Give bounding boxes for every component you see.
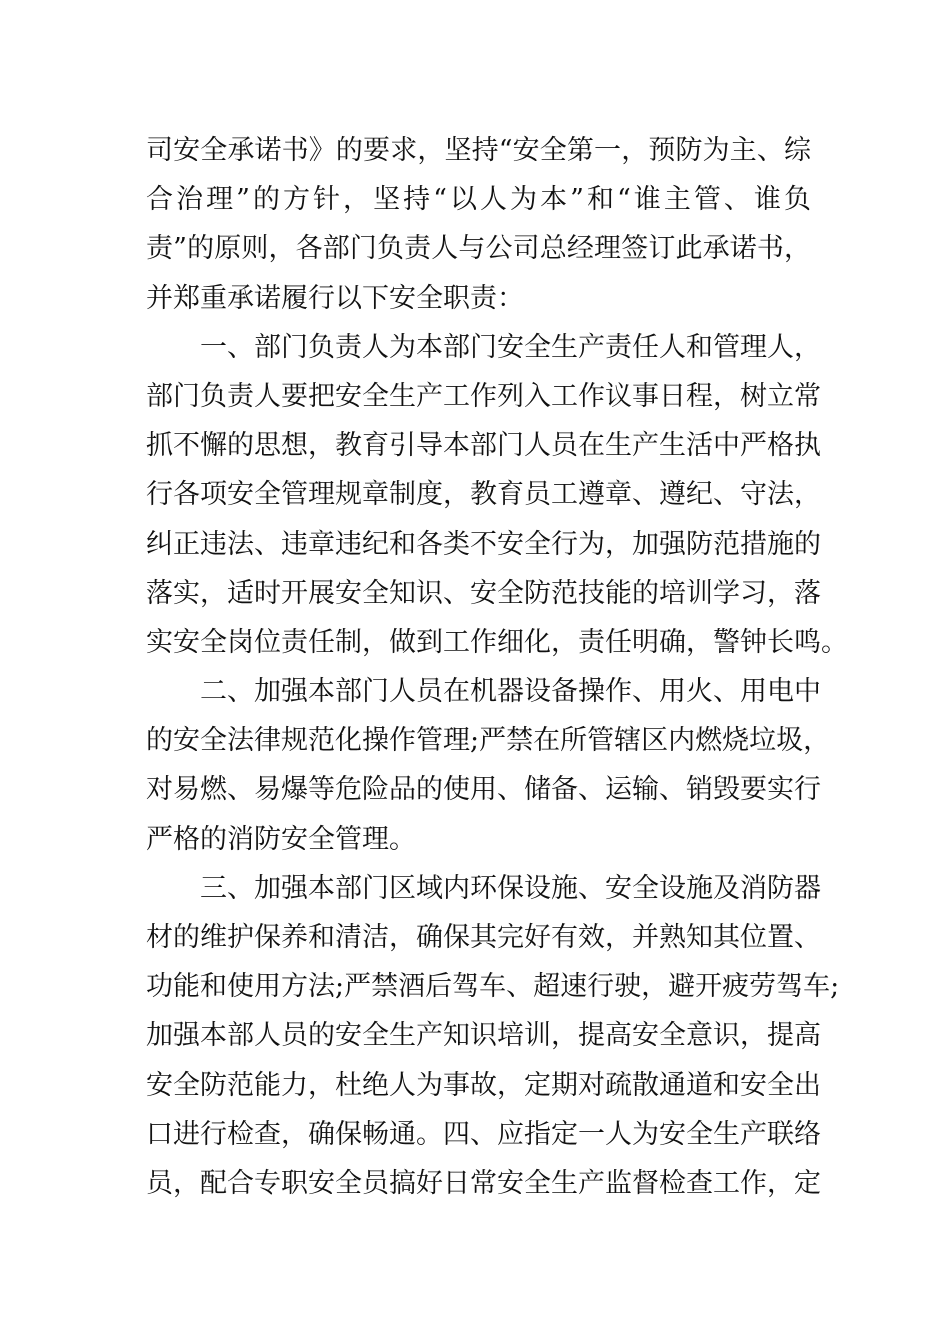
text-line: 部门负责人要把安全生产工作列入工作议事日程，树立常 bbox=[146, 380, 821, 412]
body-text bbox=[146, 126, 848, 1208]
text-line: 并郑重承诺履行以下安全职责： bbox=[146, 282, 524, 314]
paragraph-1-first-line: 一、部门负责人为本部门安全生产责任人和管理人， bbox=[200, 331, 821, 363]
paragraph-2-first-line: 二、加强本部门人员在机器设备操作、用火、用电中 bbox=[200, 676, 821, 708]
text-line: 实安全岗位责任制，做到工作细化，责任明确，警钟长鸣。 bbox=[146, 626, 848, 658]
text-line: 抓不懈的思想，教育引导本部门人员在生产生活中严格执 bbox=[146, 430, 821, 462]
text-line: 的安全法律规范化操作管理;严禁在所管辖区内燃烧垃圾， bbox=[146, 725, 831, 757]
text-line: 合治理”的方针，坚持“以人为本”和“谁主管、谁负 bbox=[146, 184, 811, 216]
text-line: 对易燃、易爆等危险品的使用、储备、运输、销毁要实行 bbox=[146, 774, 821, 806]
text-line: 落实，适时开展安全知识、安全防范技能的培训学习，落 bbox=[146, 577, 821, 609]
text-line: 司安全承诺书》的要求，坚持“安全第一，预防为主、综 bbox=[146, 135, 811, 166]
text-line: 安全防范能力，杜绝人为事故，定期对疏散通道和安全出 bbox=[146, 1069, 821, 1101]
text-line: 口进行检查，确保畅通。四、应指定一人为安全生产联络 bbox=[146, 1118, 821, 1150]
text-line: 行各项安全管理规章制度，教育员工遵章、遵纪、守法， bbox=[146, 479, 821, 511]
text-line: 员，配合专职安全员搞好日常安全生产监督检查工作，定 bbox=[146, 1167, 821, 1199]
text-line: 责”的原则，各部门负责人与公司总经理签订此承诺书， bbox=[146, 233, 811, 265]
text-line: 严格的消防安全管理。 bbox=[146, 823, 416, 855]
text-line: 纠正违法、违章违纪和各类不安全行为，加强防范措施的 bbox=[146, 528, 821, 560]
text-line: 材的维护保养和清洁，确保其完好有效，并熟知其位置、 bbox=[146, 922, 821, 953]
paragraph-3-first-line: 三、加强本部门区域内环保设施、安全设施及消防器 bbox=[200, 872, 821, 904]
text-line: 加强本部人员的安全生产知识培训，提高安全意识，提高 bbox=[146, 1020, 821, 1052]
text-line: 功能和使用方法;严禁酒后驾车、超速行驶，避开疲劳驾车; bbox=[146, 971, 840, 1003]
